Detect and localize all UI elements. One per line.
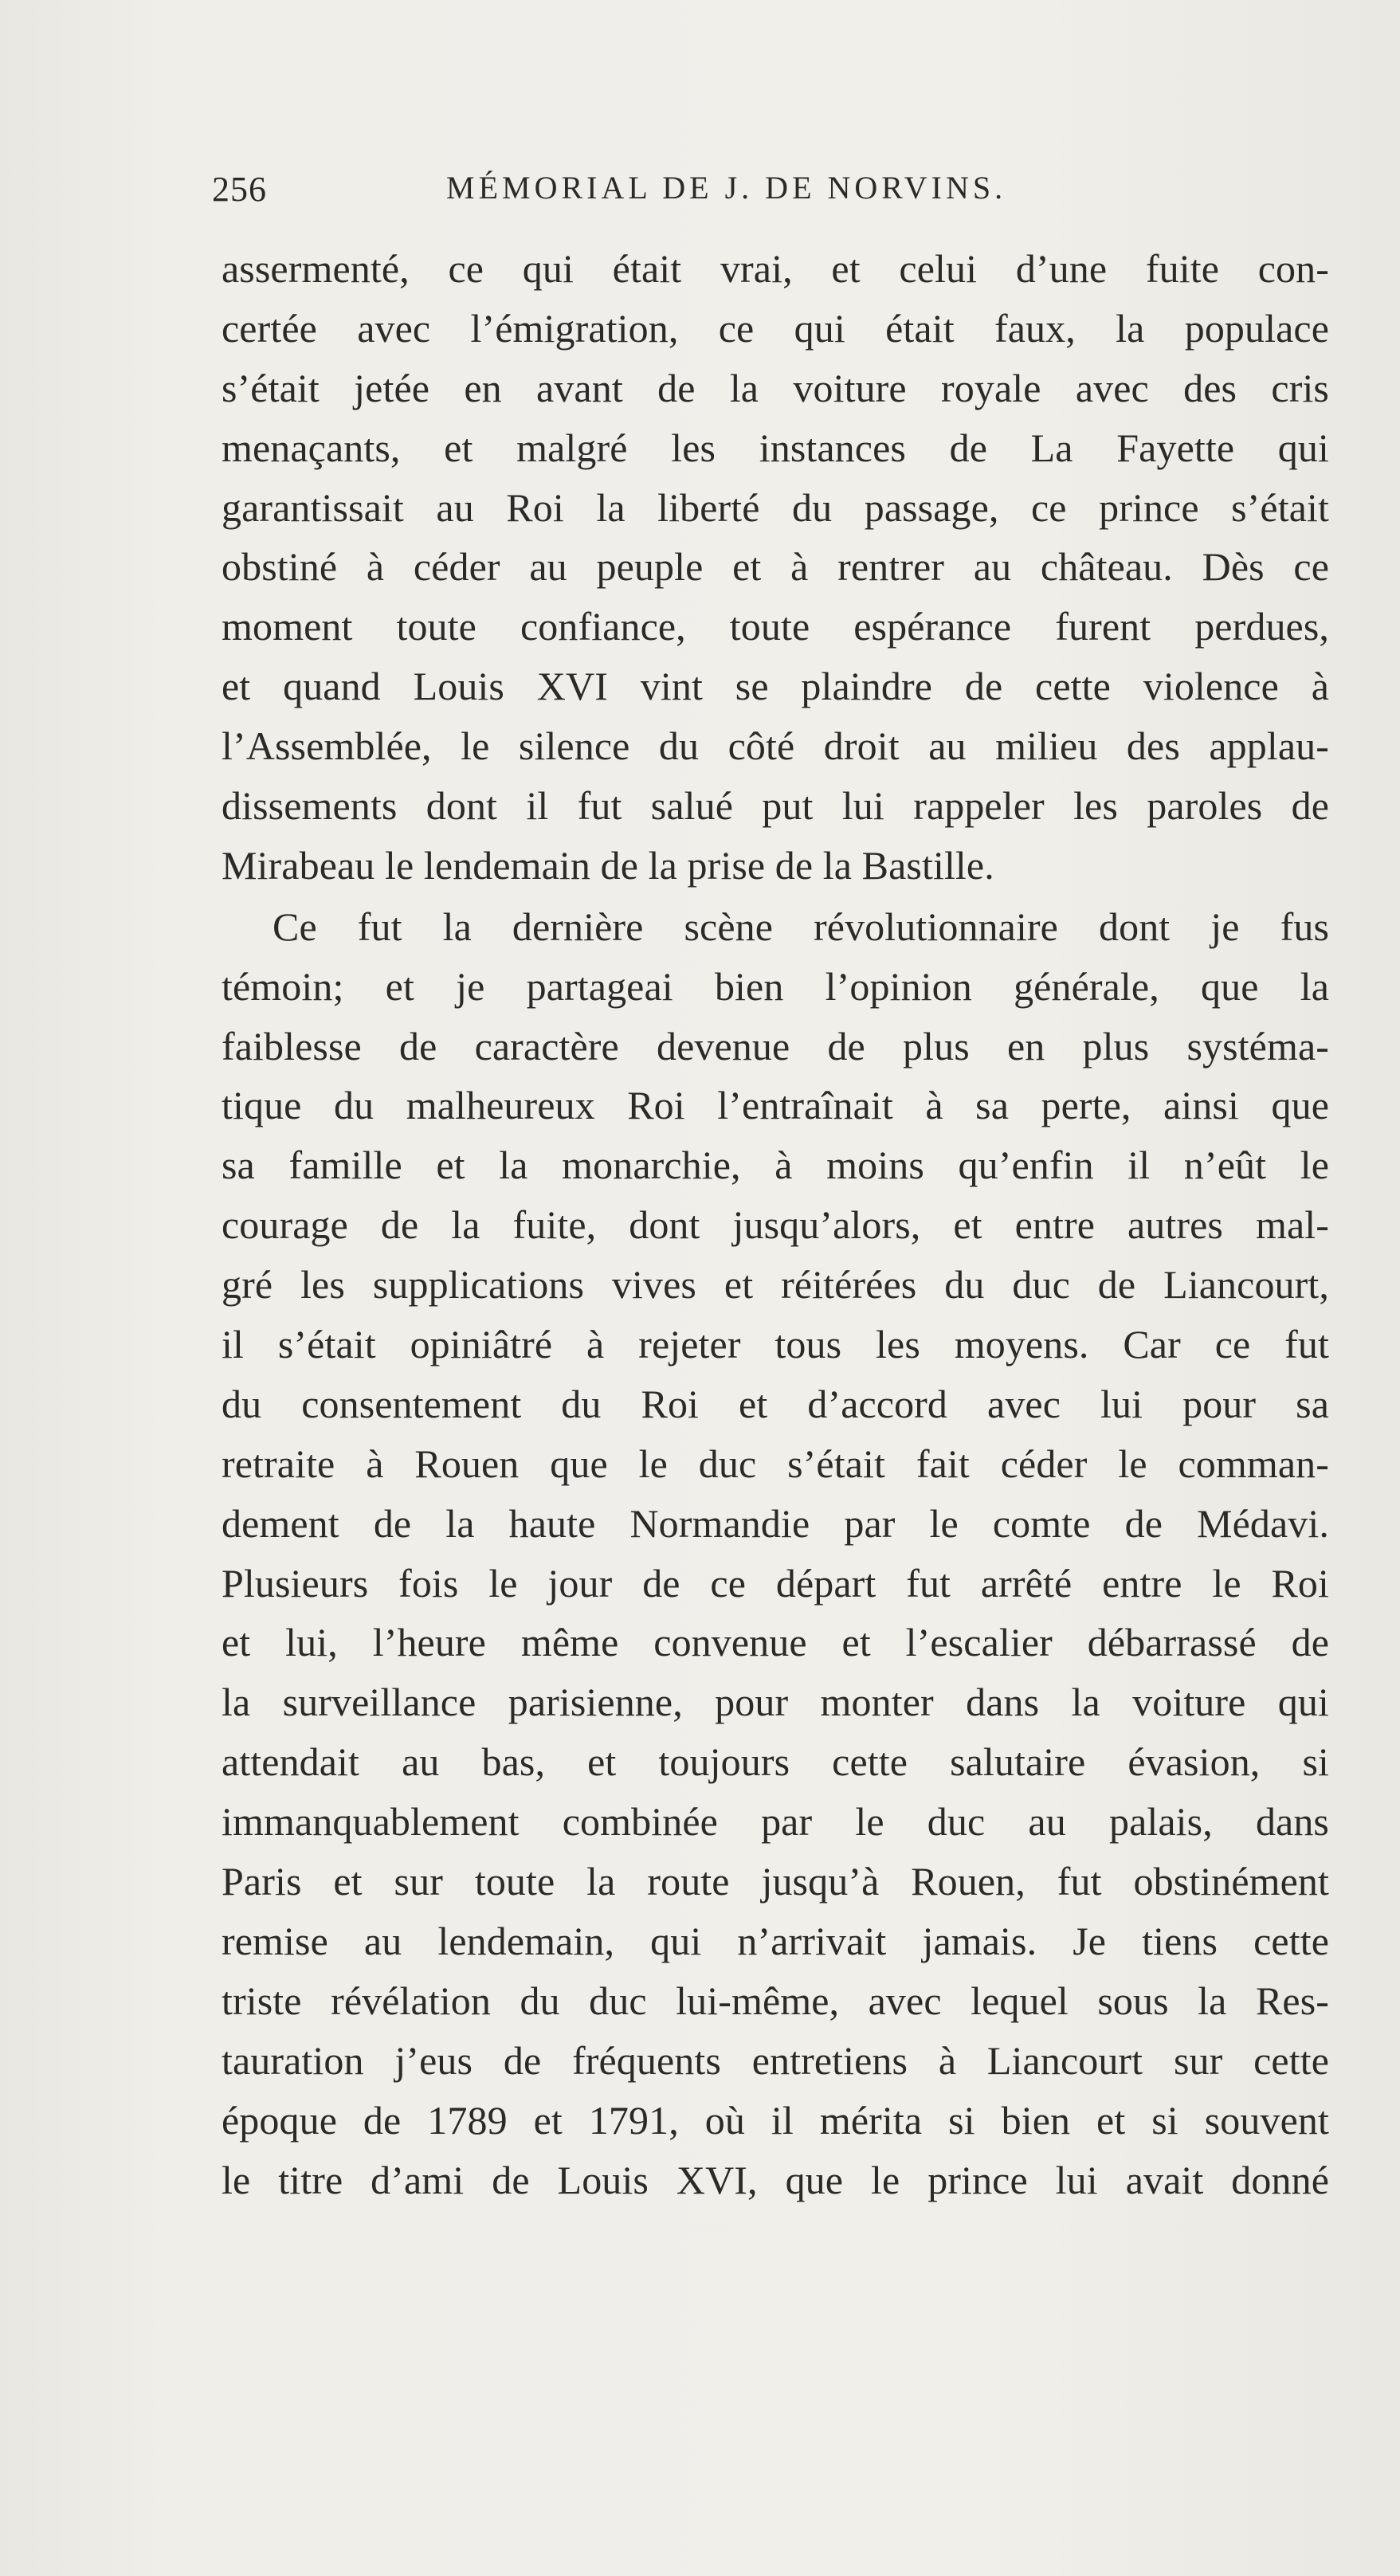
text-line: triste révélation du duc lui-même, avec lequel sous la Res- — [222, 1978, 1329, 2023]
text-line: s’était jetée en avant de la voiture royale avec des cris — [222, 365, 1329, 410]
text-line: obstiné à céder au peuple et à rentrer au château. Dès ce — [222, 544, 1329, 590]
body-text — [222, 239, 1329, 2209]
text-line: du consentement du Roi et d’accord avec lui pour sa — [222, 1381, 1329, 1426]
text-line: immanquablement combinée par le duc au palais, dans — [222, 1799, 1329, 1845]
text-line: témoin; et je partageai bien l’opinion générale, que la — [222, 963, 1329, 1009]
text-line: Mirabeau le lendemain de la prise de la Bastille. — [222, 842, 994, 888]
text-line: dement de la haute Normandie par le comte de Médavi. — [222, 1500, 1329, 1546]
text-line: dissements dont il fut salué put lui rappeler les paroles de — [222, 783, 1329, 829]
page-header — [212, 169, 1332, 217]
text-line: faiblesse de caractère devenue de plus en plus systéma- — [222, 1023, 1329, 1068]
text-line: menaçants, et malgré les instances de La Fayette qui — [222, 425, 1329, 470]
text-line: sa famille et la monarchie, à moins qu’enfin il n’eût le — [222, 1143, 1329, 1188]
text-line: remise au lendemain, qui n’arrivait jamais. Je tiens cette — [222, 1918, 1329, 1963]
text-line: la surveillance parisienne, pour monter dans la voiture qui — [222, 1680, 1329, 1725]
text-line: il s’était opiniâtré à rejeter tous les moyens. Car ce fut — [222, 1322, 1329, 1367]
text-line: l’Assemblée, le silence du côté droit au milieu des applau- — [222, 723, 1329, 769]
text-line: Plusieurs fois le jour de ce départ fut arrêté entre le Roi — [222, 1560, 1329, 1606]
running-title: MÉMORIAL DE J. DE NORVINS. — [446, 170, 1007, 206]
page-number: 256 — [212, 170, 267, 209]
text-line: Ce fut la dernière scène révolutionnaire dont je fus — [273, 904, 1329, 949]
text-line: garantissait au Roi la liberté du passage, ce prince s’était — [222, 484, 1329, 530]
text-line: gré les supplications vives et réitérées du duc de Liancourt, — [222, 1262, 1329, 1308]
text-line: certée avec l’émigration, ce qui était faux, la populace — [222, 305, 1329, 351]
text-line: attendait au bas, et toujours cette salutaire évasion, si — [222, 1739, 1329, 1785]
text-line: et quand Louis XVI vint se plaindre de cette violence à — [222, 664, 1329, 709]
text-line: courage de la fuite, dont jusqu’alors, et entre autres mal- — [222, 1202, 1329, 1248]
text-line: le titre d’ami de Louis XVI, que le prince lui avait donné — [222, 2157, 1329, 2202]
text-line: et lui, l’heure même convenue et l’escalier débarrassé de — [222, 1620, 1329, 1665]
text-line: époque de 1789 et 1791, où il mérita si bien et si souvent — [222, 2097, 1329, 2143]
text-line: assermenté, ce qui était vrai, et celui d’une fuite con- — [222, 246, 1329, 291]
text-line: tique du malheureux Roi l’entraînait à sa perte, ainsi que — [222, 1083, 1329, 1128]
text-line: tauration j’eus de fréquents entretiens à Liancourt sur cette — [222, 2037, 1329, 2083]
text-line: retraite à Rouen que le duc s’était fait céder le comman- — [222, 1441, 1329, 1486]
text-line: Paris et sur toute la route jusqu’à Rouen, fut obstinément — [222, 1859, 1329, 1904]
text-line: moment toute confiance, toute espérance furent perdues, — [222, 604, 1329, 649]
